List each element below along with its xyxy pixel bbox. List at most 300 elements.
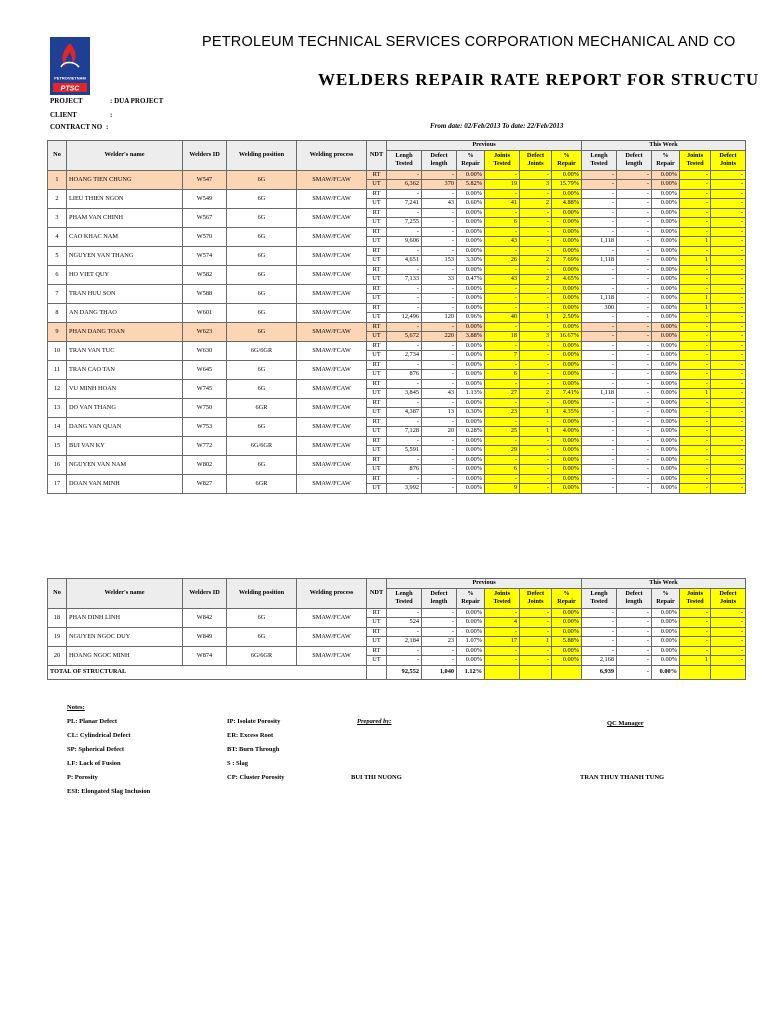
welder-id: W582 [183, 265, 227, 284]
data-cell: 0.00% [457, 446, 485, 456]
data-cell: 0.47% [457, 275, 485, 285]
ndt-type: UT [367, 656, 387, 666]
data-cell: - [680, 608, 711, 618]
welder-name: DANG VAN QUAN [67, 417, 183, 436]
data-cell: 0.00% [552, 189, 582, 199]
data-cell: - [711, 637, 746, 647]
data-cell: - [711, 455, 746, 465]
data-cell: 17 [485, 637, 520, 647]
ndt-type: RT [367, 303, 387, 313]
petrovietnam-logo [50, 37, 90, 95]
data-cell: - [520, 608, 552, 618]
data-cell: - [711, 627, 746, 637]
welder-no: 8 [48, 303, 67, 322]
data-cell: - [582, 189, 617, 199]
ndt-type: RT [367, 227, 387, 237]
data-cell: 3,845 [387, 389, 422, 399]
welder-proc: SMAW/FCAW [297, 341, 367, 360]
data-cell: - [422, 360, 457, 370]
data-cell: - [387, 646, 422, 656]
data-cell: - [520, 436, 552, 446]
welder-pos: 6G [227, 455, 297, 474]
col-prev-defect-joints: Defect Joints [520, 150, 552, 170]
table-row [48, 284, 746, 294]
data-cell: 1 [680, 389, 711, 399]
data-cell: - [485, 189, 520, 199]
welder-id: W842 [183, 608, 227, 627]
data-cell: 12,496 [387, 313, 422, 323]
data-cell: - [680, 417, 711, 427]
data-cell: - [422, 608, 457, 618]
company-title: PETROLEUM TECHNICAL SERVICES CORPORATION MECHANICAL AND CO [202, 34, 736, 50]
data-cell: - [485, 265, 520, 275]
data-cell: - [422, 284, 457, 294]
data-cell: - [617, 417, 652, 427]
col-prev-length: Lengh Tested [387, 150, 422, 170]
data-cell: - [617, 637, 652, 647]
welder-no: 19 [48, 627, 67, 646]
total-prev-defect: 1,040 [422, 665, 457, 679]
data-cell: 0.00% [652, 199, 680, 209]
data-cell: 0.00% [652, 446, 680, 456]
welder-name: CAO KHAC NAM [67, 227, 183, 246]
welder-pos: 6G [227, 246, 297, 265]
data-cell: - [387, 208, 422, 218]
col-id: Welders ID [183, 579, 227, 609]
data-cell: 0.00% [652, 608, 680, 618]
data-cell: - [582, 408, 617, 418]
data-cell: 0.00% [552, 398, 582, 408]
data-cell: - [582, 427, 617, 437]
data-cell: 0.00% [457, 608, 485, 618]
table-row [48, 474, 746, 484]
welder-id: W645 [183, 360, 227, 379]
welder-id: W630 [183, 341, 227, 360]
data-cell: - [711, 389, 746, 399]
data-cell: - [711, 322, 746, 332]
welder-proc: SMAW/FCAW [297, 436, 367, 455]
data-cell: - [422, 417, 457, 427]
data-cell: 1,118 [582, 389, 617, 399]
data-cell: 7,133 [387, 275, 422, 285]
welder-pos: 6G [227, 227, 297, 246]
welders-table-2 [47, 578, 746, 680]
data-cell: - [617, 199, 652, 209]
welder-proc: SMAW/FCAW [297, 379, 367, 398]
data-cell: 0.00% [652, 455, 680, 465]
data-cell: - [680, 379, 711, 389]
data-cell: 26 [485, 256, 520, 266]
data-cell: 0.00% [457, 436, 485, 446]
ndt-type: UT [367, 237, 387, 247]
ndt-type: UT [367, 484, 387, 494]
data-cell: 0.00% [552, 218, 582, 228]
col-this-week: This Week [582, 579, 746, 589]
data-cell: 18 [485, 332, 520, 342]
data-cell: 5,672 [387, 332, 422, 342]
table-row [48, 398, 746, 408]
data-cell: 7,241 [387, 199, 422, 209]
data-cell: - [520, 294, 552, 304]
data-cell: - [582, 341, 617, 351]
data-cell: - [711, 227, 746, 237]
welder-proc: SMAW/FCAW [297, 227, 367, 246]
welder-pos: 6G/6GR [227, 436, 297, 455]
data-cell: - [617, 465, 652, 475]
data-cell: - [680, 218, 711, 228]
data-cell: - [680, 199, 711, 209]
data-cell: 876 [387, 370, 422, 380]
data-cell: 0.00% [457, 170, 485, 180]
data-cell: - [617, 484, 652, 494]
data-cell: - [422, 436, 457, 446]
welder-name: NGUYEN VAN THANG [67, 246, 183, 265]
data-cell: 370 [422, 180, 457, 190]
welder-pos: 6G/6GR [227, 646, 297, 665]
data-cell: - [711, 189, 746, 199]
welder-name: NGUYEN NGOC DUY [67, 627, 183, 646]
welder-pos: 6G [227, 303, 297, 322]
data-cell: - [680, 227, 711, 237]
data-cell: - [680, 360, 711, 370]
ndt-type: UT [367, 427, 387, 437]
ndt-type: RT [367, 284, 387, 294]
col-this-week: This Week [582, 141, 746, 151]
welder-id: W772 [183, 436, 227, 455]
col-prev-defect-length: Defect length [422, 150, 457, 170]
data-cell: 0.00% [652, 408, 680, 418]
data-cell: 9,606 [387, 237, 422, 247]
data-cell: - [520, 237, 552, 247]
data-cell: - [617, 189, 652, 199]
welder-proc: SMAW/FCAW [297, 398, 367, 417]
note-left-0: PL: Planar Defect [67, 718, 118, 725]
data-cell: 220 [422, 332, 457, 342]
welder-pos: 6GR [227, 474, 297, 493]
data-cell: 0.28% [457, 427, 485, 437]
client-label: CLIENT [50, 111, 77, 119]
ndt-type: UT [367, 351, 387, 361]
data-cell: 0.00% [652, 370, 680, 380]
data-cell: - [711, 618, 746, 628]
data-cell: - [711, 180, 746, 190]
table-row [48, 265, 746, 275]
data-cell: - [485, 170, 520, 180]
data-cell: 0.00% [652, 360, 680, 370]
data-cell: 0.00% [552, 227, 582, 237]
data-cell: 0.00% [652, 465, 680, 475]
table-row [48, 627, 746, 637]
data-cell: 1 [680, 294, 711, 304]
ndt-type: UT [367, 199, 387, 209]
data-cell: 5.88% [552, 637, 582, 647]
data-cell: - [680, 351, 711, 361]
total-prev-length: 92,552 [387, 665, 422, 679]
welder-pos: 6G [227, 417, 297, 436]
table-row [48, 189, 746, 199]
ndt-type: UT [367, 637, 387, 647]
data-cell: - [520, 484, 552, 494]
data-cell: - [680, 398, 711, 408]
data-cell: - [617, 237, 652, 247]
data-cell: 4 [485, 618, 520, 628]
data-cell: - [485, 656, 520, 666]
data-cell: 0.00% [552, 246, 582, 256]
data-cell: 876 [387, 465, 422, 475]
col-prev-length: Lengh Tested [387, 588, 422, 608]
welder-proc: SMAW/FCAW [297, 627, 367, 646]
data-cell: - [617, 303, 652, 313]
data-cell: - [387, 284, 422, 294]
table-row [48, 322, 746, 332]
data-cell: - [422, 446, 457, 456]
ndt-type: RT [367, 265, 387, 275]
data-cell: - [520, 360, 552, 370]
table-row [48, 455, 746, 465]
data-cell: - [485, 341, 520, 351]
logo-text-top: PETROVIETNAM [54, 75, 86, 81]
data-cell: 0.00% [552, 284, 582, 294]
data-cell: 43 [485, 275, 520, 285]
welder-id: W567 [183, 208, 227, 227]
ndt-type: UT [367, 408, 387, 418]
data-cell: - [520, 370, 552, 380]
data-cell: - [520, 227, 552, 237]
data-cell: 0.00% [457, 294, 485, 304]
welder-id: W827 [183, 474, 227, 493]
data-cell: 0.00% [652, 398, 680, 408]
data-cell: - [485, 379, 520, 389]
data-cell: 0.00% [457, 627, 485, 637]
data-cell: 4,387 [387, 408, 422, 418]
data-cell: - [520, 218, 552, 228]
welder-pos: 6G [227, 360, 297, 379]
data-cell: - [520, 379, 552, 389]
data-cell: - [485, 284, 520, 294]
ndt-type: UT [367, 618, 387, 628]
data-cell: 0.00% [457, 246, 485, 256]
data-cell: 4.65% [552, 275, 582, 285]
data-cell: - [617, 170, 652, 180]
data-cell: - [520, 246, 552, 256]
data-cell: 0.00% [457, 237, 485, 247]
data-cell: - [422, 322, 457, 332]
ndt-type: UT [367, 313, 387, 323]
data-cell: 0.00% [652, 656, 680, 666]
note-mid-4: CP: Cluster Porosity [227, 774, 285, 781]
data-cell: - [422, 370, 457, 380]
data-cell: 0.00% [457, 189, 485, 199]
welder-pos: 6G [227, 284, 297, 303]
welder-no: 12 [48, 379, 67, 398]
data-cell: - [485, 208, 520, 218]
data-cell: - [680, 341, 711, 351]
total-week-pct: 0.00% [652, 665, 680, 679]
welder-id: W574 [183, 246, 227, 265]
data-cell: 0.00% [552, 265, 582, 275]
note-left-3: LF: Lack of Fusion [67, 760, 121, 767]
data-cell: 15.79% [552, 180, 582, 190]
ndt-type: UT [367, 389, 387, 399]
data-cell: - [387, 265, 422, 275]
client-row [50, 111, 113, 119]
data-cell: - [520, 646, 552, 656]
data-cell: - [485, 398, 520, 408]
data-cell: - [617, 618, 652, 628]
col-no: No [48, 141, 67, 171]
data-cell: - [680, 436, 711, 446]
data-cell: 0.00% [552, 370, 582, 380]
col-ndt: NDT [367, 141, 387, 171]
ndt-type: RT [367, 341, 387, 351]
data-cell: 0.00% [652, 180, 680, 190]
table-row [48, 227, 746, 237]
welder-pos: 6G [227, 170, 297, 189]
welder-no: 5 [48, 246, 67, 265]
welder-proc: SMAW/FCAW [297, 303, 367, 322]
logo-text-bottom: PTSC [60, 85, 80, 93]
note-mid-0: IP: Isolate Porosity [227, 718, 281, 725]
data-cell: - [617, 627, 652, 637]
welder-proc: SMAW/FCAW [297, 608, 367, 627]
data-cell: 0.00% [652, 208, 680, 218]
data-cell: 29 [485, 446, 520, 456]
data-cell: - [617, 389, 652, 399]
welder-name: TRAN CAO TAN [67, 360, 183, 379]
data-cell: - [387, 379, 422, 389]
data-cell: 41 [485, 199, 520, 209]
data-cell: - [711, 436, 746, 446]
data-cell: 153 [422, 256, 457, 266]
data-cell: - [711, 332, 746, 342]
project-label: PROJECT [50, 97, 83, 105]
data-cell: 0.00% [652, 170, 680, 180]
data-cell: - [582, 313, 617, 323]
data-cell: - [422, 656, 457, 666]
note-mid-3: S : Slag [227, 760, 248, 767]
data-cell: - [485, 303, 520, 313]
data-cell: - [680, 370, 711, 380]
table-row [48, 246, 746, 256]
data-cell: - [617, 360, 652, 370]
data-cell: - [387, 246, 422, 256]
data-cell: - [520, 474, 552, 484]
data-cell: - [520, 627, 552, 637]
data-cell: - [617, 646, 652, 656]
welder-id: W570 [183, 227, 227, 246]
welder-name: DOAN VAN MINH [67, 474, 183, 493]
data-cell: - [711, 294, 746, 304]
welder-pos: 6G/6GR [227, 341, 297, 360]
welder-name: VU MINH HOAN [67, 379, 183, 398]
data-cell: 0.00% [552, 360, 582, 370]
data-cell: - [387, 294, 422, 304]
data-cell: 3.30% [457, 256, 485, 266]
data-cell: - [422, 294, 457, 304]
data-cell: - [387, 322, 422, 332]
welder-pos: 6G [227, 379, 297, 398]
data-cell: 0.00% [552, 608, 582, 618]
data-cell: 2 [520, 199, 552, 209]
col-prev-defect-joints: Defect Joints [520, 588, 552, 608]
data-cell: - [680, 637, 711, 647]
data-cell: 0.00% [552, 656, 582, 666]
data-cell: 0.00% [652, 265, 680, 275]
welder-no: 2 [48, 189, 67, 208]
welder-pos: 6G [227, 322, 297, 341]
data-cell: - [422, 341, 457, 351]
data-cell: - [617, 246, 652, 256]
welder-name: PHAM VAN CHINH [67, 208, 183, 227]
project-row [50, 97, 164, 105]
data-cell: - [485, 417, 520, 427]
data-cell: - [582, 455, 617, 465]
col-name: Welder's name [67, 579, 183, 609]
data-cell: 25 [485, 427, 520, 437]
data-cell: 0.00% [652, 379, 680, 389]
data-cell: - [520, 398, 552, 408]
data-cell: - [520, 189, 552, 199]
data-cell: 0.00% [552, 208, 582, 218]
data-cell: - [422, 265, 457, 275]
data-cell: - [485, 294, 520, 304]
ndt-type: RT [367, 189, 387, 199]
welder-no: 1 [48, 170, 67, 189]
data-cell: 0.00% [652, 256, 680, 266]
col-process: Welding process [297, 141, 367, 171]
data-cell: 1 [520, 427, 552, 437]
welder-pos: 6G [227, 608, 297, 627]
data-cell: - [617, 208, 652, 218]
data-cell: - [582, 465, 617, 475]
data-cell: 1,118 [582, 294, 617, 304]
data-cell: - [711, 284, 746, 294]
data-cell: - [582, 627, 617, 637]
ndt-type: RT [367, 436, 387, 446]
data-cell: - [680, 265, 711, 275]
col-week-defect-joints: Defect Joints [711, 588, 746, 608]
ndt-type: RT [367, 379, 387, 389]
note-left-4: P: Porosity [67, 774, 98, 781]
client-value: : [110, 111, 113, 119]
data-cell: - [680, 284, 711, 294]
table-row [48, 436, 746, 446]
data-cell: - [485, 322, 520, 332]
data-cell: - [617, 284, 652, 294]
table-row [48, 208, 746, 218]
data-cell: - [582, 227, 617, 237]
welder-no: 16 [48, 455, 67, 474]
data-cell: 1,118 [582, 256, 617, 266]
data-cell: 20 [422, 427, 457, 437]
data-cell: - [582, 637, 617, 647]
note-left-2: SP: Spherical Defect [67, 746, 125, 753]
ndt-type: UT [367, 370, 387, 380]
data-cell: 0.00% [457, 370, 485, 380]
data-cell: 0.00% [457, 474, 485, 484]
welder-no: 15 [48, 436, 67, 455]
data-cell: 2,734 [387, 351, 422, 361]
welder-no: 11 [48, 360, 67, 379]
welder-proc: SMAW/FCAW [297, 189, 367, 208]
total-row [48, 665, 746, 679]
data-cell: 7,255 [387, 218, 422, 228]
col-week-defect-length: Defect length [617, 150, 652, 170]
data-cell: 0.00% [552, 303, 582, 313]
data-cell: - [422, 246, 457, 256]
table-row [48, 608, 746, 618]
project-value: : DUA PROJECT [110, 97, 164, 105]
